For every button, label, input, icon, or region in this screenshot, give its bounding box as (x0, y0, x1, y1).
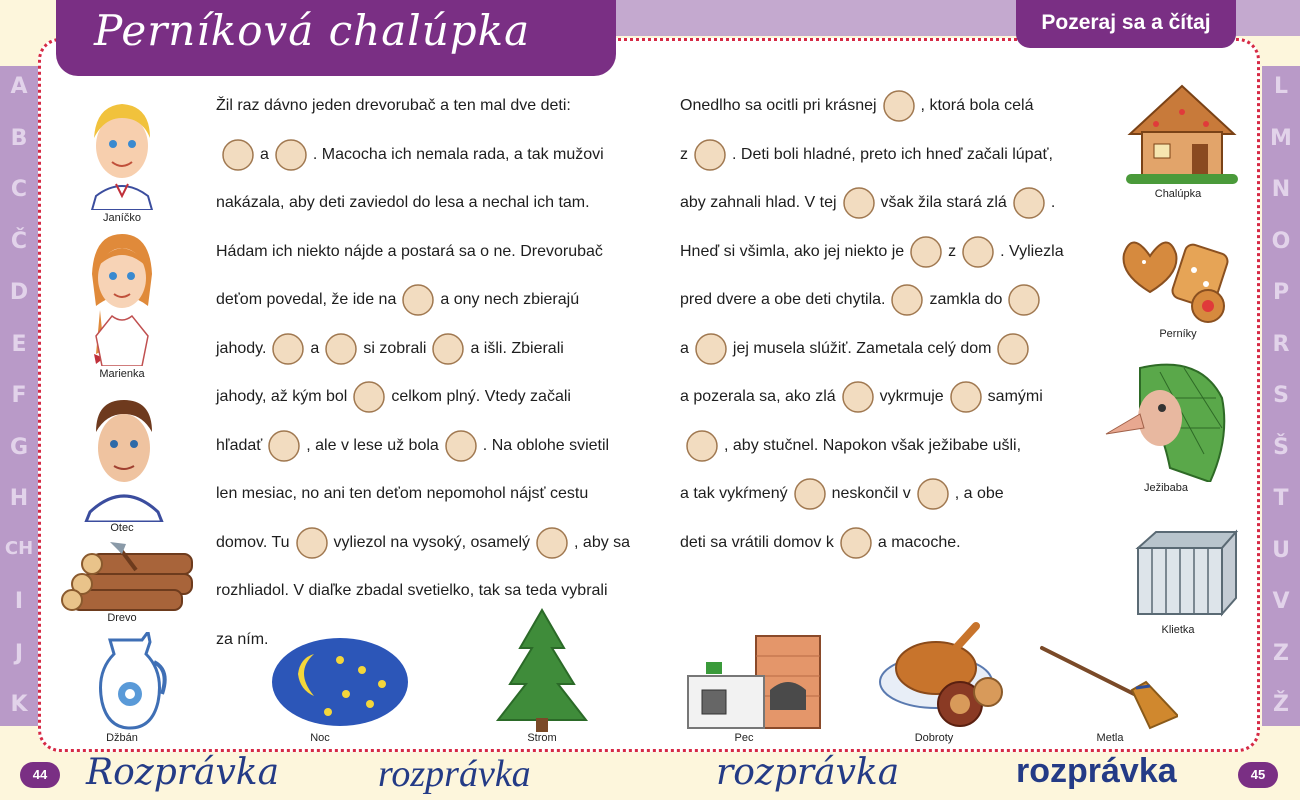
story-text: . Macocha ich nemala rada, a tak mužovi (312, 145, 604, 163)
story-text: a pozerala sa, ako zlá (680, 388, 836, 405)
page-number-right: 45 (1238, 762, 1278, 788)
inline-picture-icon (682, 426, 722, 466)
story-text: , a obe (954, 485, 1004, 502)
story-text: hľadať (216, 436, 263, 454)
alphabet-right-letter: Z (1273, 640, 1289, 666)
caption-dzban: Džbán (106, 732, 138, 744)
perniky-illustration (1120, 230, 1238, 326)
story-line (680, 280, 1046, 320)
alphabet-right-letter: U (1272, 537, 1290, 563)
story-text: za ním. (216, 630, 269, 648)
alphabet-left-letter: C (10, 177, 28, 202)
dobroty-illustration (876, 620, 1006, 730)
alphabet-right-letter: L (1273, 74, 1289, 99)
inline-picture-icon (993, 329, 1033, 369)
inline-picture-icon (268, 329, 308, 369)
footer-word-4: rozprávka (1016, 752, 1177, 790)
inline-picture-icon (218, 135, 258, 175)
inline-picture-icon (879, 86, 919, 126)
story-text: neskončil v (831, 485, 911, 502)
footer-word-1: Rozprávka (86, 752, 280, 793)
alphabet-left-letter: A (10, 74, 28, 99)
story-line (216, 620, 268, 660)
alphabet-strip-left (0, 66, 38, 726)
story-text: a tak vykŕmený (680, 485, 788, 502)
inline-picture-icon (913, 474, 953, 514)
story-text: vykrmuje (879, 388, 944, 405)
chalupka-illustration (1126, 82, 1238, 184)
inline-picture-icon (271, 135, 311, 175)
inline-picture-icon (906, 232, 946, 272)
alphabet-right-letter: O (1271, 228, 1291, 254)
story-text: samými (987, 388, 1043, 405)
inline-picture-icon (958, 232, 998, 272)
section-label: Pozeraj sa a čítaj (1041, 11, 1211, 34)
alphabet-left-letter: CH (4, 537, 34, 559)
caption-chalupka: Chalúpka (1154, 188, 1202, 200)
story-text: rozhliadol. V diaľke zbadal svetielko, tak sa teda vybrali (216, 582, 608, 599)
story-text: , ale v lese už bola (306, 436, 439, 454)
story-text: , aby sa (574, 533, 631, 551)
klietka-illustration (1128, 528, 1240, 618)
story-text: z (680, 145, 688, 163)
inline-picture-icon (790, 474, 830, 514)
story-line (680, 523, 961, 563)
story-text: a (680, 339, 689, 357)
alphabet-strip-right (1262, 66, 1300, 726)
story-text: Žil raz dávno jeden drevorubač a ten mal dve deti: (216, 97, 571, 114)
alphabet-left-letter: B (10, 125, 28, 151)
story-line (680, 329, 1035, 369)
caption-metla: Metla (1096, 732, 1124, 744)
story-text: . Vyliezla (1000, 242, 1064, 260)
alphabet-right-letter: N (1271, 177, 1291, 202)
dzban-illustration (90, 632, 170, 732)
inline-picture-icon (349, 377, 389, 417)
strom-illustration (494, 608, 590, 732)
inline-picture-icon (836, 523, 876, 563)
alphabet-right-letter: S (1273, 383, 1289, 408)
story-line (680, 135, 1053, 175)
inline-picture-icon (1009, 183, 1049, 223)
alphabet-left-letter: K (10, 692, 28, 717)
story-line (216, 183, 590, 223)
alphabet-left-letter: I (14, 589, 24, 614)
story-text: a ony nech zbierajú (440, 291, 580, 308)
story-line (216, 523, 630, 563)
alphabet-left-letter: Č (10, 228, 28, 254)
story-line (216, 135, 604, 175)
alphabet-left-letter: F (11, 383, 27, 408)
inline-picture-icon (887, 280, 927, 320)
page-title: Perníková chalúpka (94, 6, 531, 55)
caption-janicko: Janíčko (103, 212, 141, 224)
story-line (680, 232, 1064, 272)
inline-picture-icon (839, 183, 879, 223)
story-text: a (260, 145, 269, 163)
caption-perniky: Perníky (1159, 328, 1197, 340)
story-text: nakázala, aby deti zaviedol do lesa a nechal ich tam. (216, 194, 590, 211)
story-text: a išli. Zbierali (470, 339, 564, 357)
inline-picture-icon (428, 329, 468, 369)
story-text: jahody, až kým bol (216, 388, 348, 405)
caption-marienka: Marienka (99, 368, 145, 380)
otec-illustration (82, 392, 166, 522)
alphabet-right-letter: P (1272, 280, 1290, 305)
story-text: , aby stučnel. Napokon však ježibabe ušli, (724, 436, 1022, 454)
story-text: Onedlho sa ocitli pri krásnej (680, 97, 877, 114)
inline-picture-icon (532, 523, 572, 563)
caption-otec: Otec (110, 522, 134, 534)
inline-picture-icon (292, 523, 332, 563)
alphabet-right-letter: R (1272, 331, 1290, 357)
story-text: zamkla do (929, 291, 1003, 308)
story-text: , ktorá bola celá (920, 97, 1034, 114)
caption-noc: Noc (310, 732, 330, 744)
inline-picture-icon (264, 426, 304, 466)
story-line (680, 377, 1043, 417)
story-line (680, 426, 1021, 466)
story-text: . Deti boli hladné, preto ich hneď začali lúpať, (732, 145, 1053, 163)
alphabet-right-letter: T (1273, 486, 1289, 511)
caption-strom: Strom (527, 732, 557, 744)
story-text: si zobrali (363, 339, 427, 357)
story-text: aby zahnali hlad. V tej (680, 194, 837, 211)
caption-jezibaba: Ježibaba (1143, 482, 1189, 494)
story-text: Hneď si všimla, ako jej niekto je (680, 242, 905, 260)
story-line (216, 426, 609, 466)
caption-klietka: Klietka (1161, 624, 1195, 636)
alphabet-right-letter: Š (1273, 434, 1289, 460)
alphabet-right-letter: M (1270, 125, 1292, 151)
story-text: a (310, 339, 320, 357)
marienka-illustration (82, 226, 162, 366)
story-text: deťom povedal, že ide na (216, 291, 397, 308)
alphabet-left-letter: E (11, 331, 27, 357)
inline-picture-icon (398, 280, 438, 320)
story-text: . Na oblohe svietil (482, 436, 610, 454)
story-text: pred dvere a obe deti chytila. (680, 291, 886, 308)
story-line (216, 571, 608, 611)
alphabet-right-letter: Ž (1273, 692, 1289, 717)
story-line (680, 474, 1004, 514)
story-line (216, 474, 588, 514)
inline-picture-icon (691, 329, 731, 369)
story-text: a macoche. (877, 533, 961, 551)
story-text: celkom plný. Vtedy začali (391, 388, 571, 405)
story-line (680, 183, 1055, 223)
story-line (216, 86, 571, 126)
page-number-left: 44 (20, 762, 60, 788)
metla-illustration (1038, 640, 1178, 730)
inline-picture-icon (690, 135, 730, 175)
story-text: deti sa vrátili domov k (680, 533, 834, 551)
alphabet-left-letter: H (9, 486, 29, 511)
noc-illustration (270, 634, 410, 730)
drevo-illustration (52, 540, 202, 614)
caption-pec: Pec (734, 732, 754, 744)
story-line (216, 280, 579, 320)
story-text: domov. Tu (216, 533, 290, 551)
story-line (216, 329, 564, 369)
alphabet-right-letter: V (1272, 589, 1290, 614)
caption-drevo: Drevo (107, 612, 137, 624)
story-line (216, 377, 571, 417)
janicko-illustration (82, 92, 162, 210)
story-line (680, 86, 1034, 126)
footer-word-2: rozprávka (378, 753, 531, 795)
story-text: z (948, 242, 957, 260)
story-text: jahody. (216, 339, 267, 357)
inline-picture-icon (946, 377, 986, 417)
alphabet-left-letter: G (9, 434, 29, 460)
story-text: Hádam ich niekto nájde a postará sa o ne. Drevorubač (216, 242, 603, 260)
inline-picture-icon (441, 426, 481, 466)
story-text: len mesiac, no ani ten deťom nepomohol nájsť cestu (216, 485, 589, 502)
caption-dobroty: Dobroty (914, 732, 954, 744)
alphabet-left-letter: D (9, 280, 29, 305)
inline-picture-icon (321, 329, 361, 369)
story-line (216, 232, 603, 272)
story-text: vyliezol na vysoký, osamelý (333, 533, 531, 551)
inline-picture-icon (838, 377, 878, 417)
story-text: jej musela slúžiť. Zametala celý dom (732, 339, 992, 357)
inline-picture-icon (1004, 280, 1044, 320)
footer-word-3: rozprávka (716, 752, 900, 793)
story-text: však žila stará zlá (880, 194, 1007, 211)
pec-illustration (686, 626, 832, 730)
alphabet-left-letter: J (14, 640, 24, 666)
story-text: . (1050, 194, 1056, 211)
jezibaba-illustration (1100, 358, 1230, 482)
